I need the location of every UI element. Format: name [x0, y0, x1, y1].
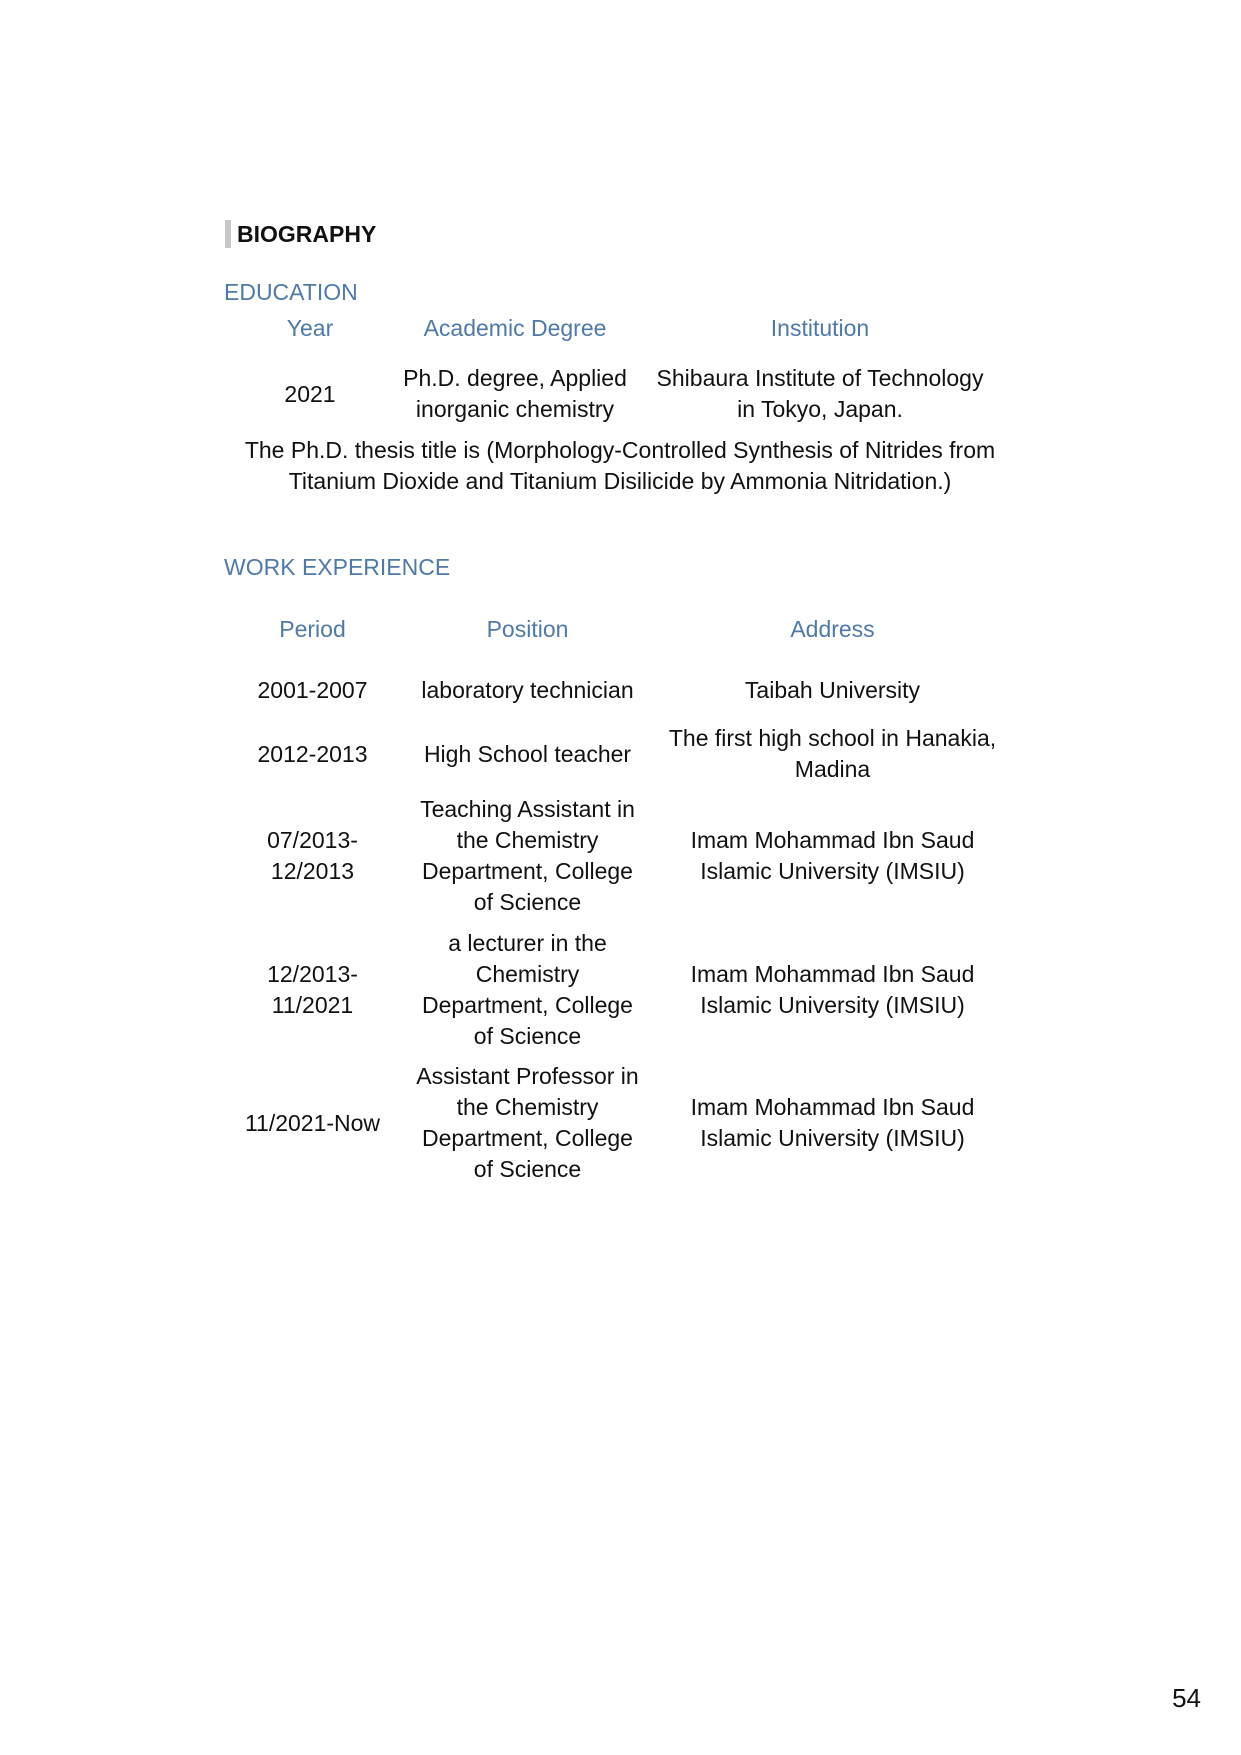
- work-row-position: a lecturer in the Chemistry Department, College of Science: [422, 930, 633, 1049]
- work-header-period: Period: [279, 616, 346, 642]
- work-row-period: 11/2021-Now: [244, 1109, 381, 1136]
- education-title: EDUCATION: [224, 279, 358, 305]
- work-header-address: Address: [790, 616, 875, 642]
- work-row-position: Teaching Assistant in the Chemistry Department, College of Science: [420, 796, 635, 915]
- work-row-period: 12/2013-11/2021: [267, 961, 358, 1018]
- work-row-period: 2012-2013: [257, 740, 368, 767]
- work-row-address: The first high school in Hanakia, Madina: [668, 725, 997, 782]
- work-row-position: laboratory technician: [421, 676, 634, 703]
- work-row-address: Taibah University: [744, 676, 921, 703]
- page-number: 54: [1172, 1683, 1201, 1713]
- education-row-degree: Ph.D. degree, Applied inorganic chemistry: [403, 365, 627, 422]
- work-row-address: Imam Mohammad Ibn Saud Islamic University (IMSIU): [690, 961, 975, 1018]
- education-header-degree: Academic Degree: [423, 315, 607, 341]
- work-row-period: 2001-2007: [257, 676, 368, 703]
- work-row-position: Assistant Professor in the Chemistry Department, College of Science: [416, 1063, 639, 1182]
- thesis-title: The Ph.D. thesis title is (Morphology-Controlled Synthesis of Nitrides from Titanium Dioxide and Titanium Disilicide by Ammonia Nitridation.): [244, 437, 996, 494]
- work-row-position: High School teacher: [423, 740, 632, 767]
- work-row-address: Imam Mohammad Ibn Saud Islamic University (IMSIU): [690, 827, 975, 884]
- work-row-period: 07/2013-12/2013: [267, 827, 358, 884]
- biography-heading: BIOGRAPHY: [225, 220, 376, 248]
- education-row-institution: Shibaura Institute of Technology in Tokyo, Japan.: [656, 365, 984, 422]
- work-row-address: Imam Mohammad Ibn Saud Islamic University (IMSIU): [690, 1094, 975, 1151]
- work-experience-title: WORK EXPERIENCE: [224, 554, 451, 580]
- work-header-position: Position: [486, 616, 569, 642]
- education-header-institution: Institution: [770, 315, 870, 341]
- education-header-year: Year: [286, 315, 334, 341]
- education-row-year: 2021: [284, 380, 336, 407]
